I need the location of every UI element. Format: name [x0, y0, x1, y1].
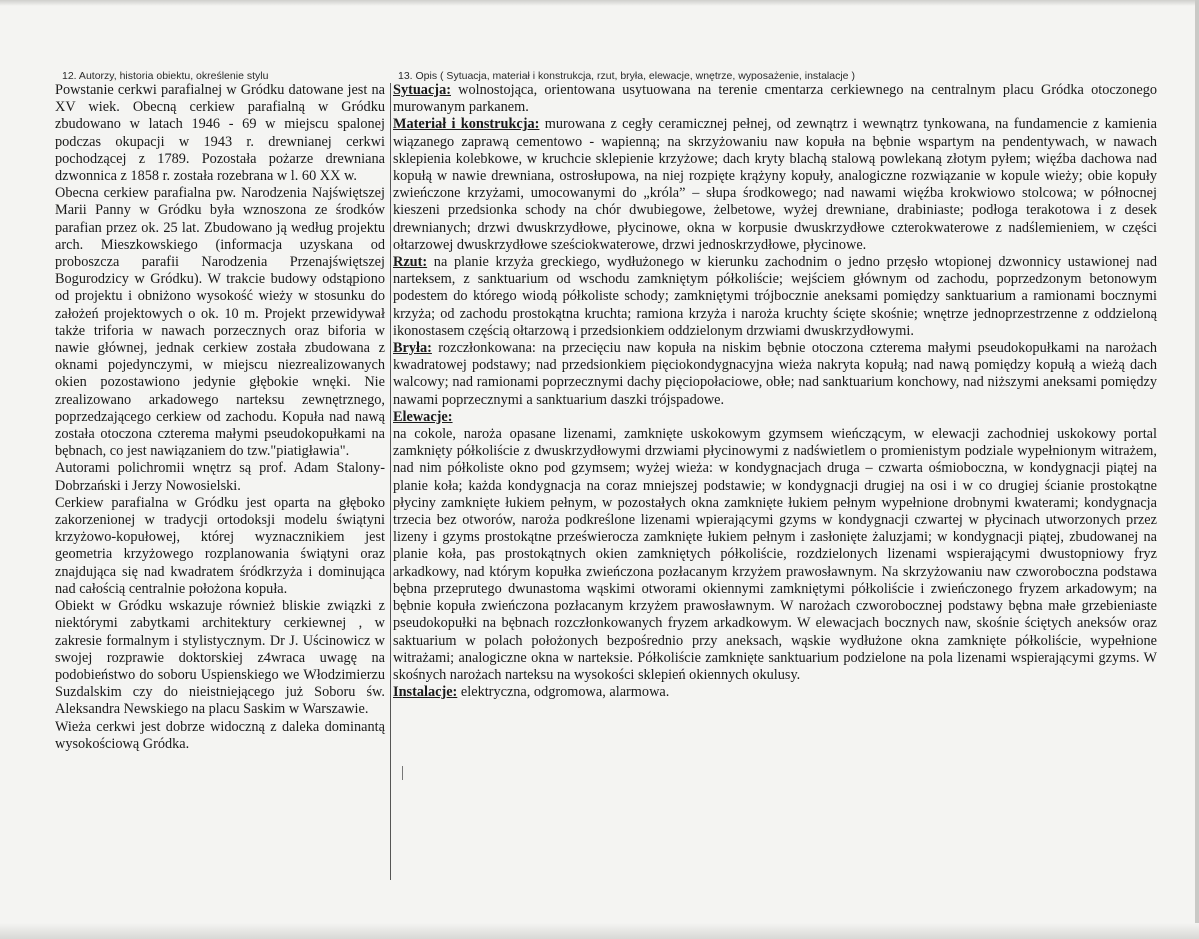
section-label: Bryła: [393, 340, 432, 357]
section-sytuacja [393, 82, 1157, 116]
section-label: Sytuacja: [393, 82, 451, 98]
section-label: Elewacje: [393, 408, 453, 425]
section-text: na planie krzyża greckiego, wydłużonego w kierunku zachodnim o jedno przęsło wtopionej dzwonnicy ustawionej nad narteksem, z sanktuarium od wschodu zamkniętym półkoliście; wejściem głównym od zachodu, poprzedzonym betonowym podestem do którego wiodą półkoliste schody; zamkniętymi trójbocznie aneksami pomiędzy sanktuarium a ramionami bocznymi krzyża; od zachodu prostokątna kruchta; ramiona krzyża i naroża kruchty ścięte skośnie; wnętrze jednoprzestrzenne z oddzieloną ikonostasem częścią ołtarzową i przedsionkiem oddzielonym drzwiami dwuskrzydłowymi. [393, 254, 1157, 339]
section-rzut [393, 254, 1157, 340]
history-paragraph: Wieża cerkwi jest dobrze widoczną z daleka dominantą wysokościową Gródka. [55, 718, 385, 752]
section-label: Instalacje: [393, 684, 458, 701]
left-column-header: 12. Autorzy, historia obiektu, określenie stylu [62, 70, 269, 82]
right-column-header: 13. Opis ( Sytuacja, materiał i konstrukcja, rzut, bryła, elewacje, wnętrze, wyposażenie, instalacje ) [398, 70, 855, 82]
section-instalacje [393, 684, 1157, 701]
section-bryla [393, 340, 1157, 409]
section-text: na cokole, naroża opasane lizenami, zamknięte uskokowym gzymsem wieńczącym, w elewacji zachodniej uskokowy portal zamknięty półkoliście z dwuskrzydłowymi drzwiami płycinowymi z nadświetlem o promienistym podziale wypełnionym witrażem, nad nim półkoliste okno pod gzymsem; wyżej wieża: w kondygnacjach druga – czwarta ośmioboczna, w kondygnacji piątej na planie koła; każda kondygnacja na coraz mniejszej podstawie; w kondygnacji drugiej na osi i w co drugiej ścianie prostokątne płyciny zamknięte łukiem pełnym, w pozostałych okna zamknięte łukiem pełnym wypełnione drobnymi kwaterami; kondygnacja trzecia bez otworów, naroża podkreślone lizenami wpierającymi gzyms w kondygnacji czwartej w płycinach utworzonych przez lizeny i gzyms prostokątne prześwierocza zamknięte łukiem pełnym i zasłonięte żaluzjami; w kondygnacji piątej, zbudowanej na planie koła, pas prostokątnych okien zamkniętych półkoliście, rozdzielonych lizenami wspierającymi dwustopniowy fryz arkadkowy, nad którym kopułka zwieńczona pozłacanym krzyżem prawosławnym. Na skrzyżowaniu naw czworoboczna podstawa bębna przeprutego dwunastoma wąskimi otworami okiennymi zamkniętymi półkoliście i zwieńczonego fryzem arkadowym; na bębnie kopuła zwieńczona pozłacanym krzyżem prawosławnym. W narożach czworobocznej podstawy bębna małe grzebieniaste pseudokopułki na bębnach rozczłonkowanych fryzem arkadkowym. W elewacjach bocznych naw, skośnie ściętych aneksów oraz saktuarium w polach położonych bezpośrednio przy aneksach, wąskie wydłużone okna zamknięte półkoliście, wypełnione witrażami; analogiczne okna w narteksie. Półkoliście zamknięte sanktuarium podzielone na pola lizenami wspierającymi gzyms. W skośnych narożach narteksu na wysokości sklepień okiennych okulusy. [393, 426, 1157, 683]
section-material [393, 116, 1157, 254]
scan-edge-right [1195, 0, 1199, 939]
history-paragraph: Obiekt w Gródku wskazuje również bliskie związki z niektórymi zabytkami architektury cerkiewnej , w zakresie formalnym i stylistycznym. Dr J. Uścinowicz w swojej rozprawie doktorskiej z4wraca uwagę na podobieństwo do soboru Uspienskiego we Włodzimierzu Suzdalskim czy do nieistniejącego już Soboru św. Aleksandra Newskiego na placu Saskim w Warszawie. [55, 598, 385, 718]
scan-edge-top [0, 0, 1199, 6]
history-paragraph: Autorami polichromii wnętrz są prof. Adam Stalony-Dobrzański i Jerzy Nowosielski. [55, 460, 385, 494]
section-text: wolnostojąca, orientowana usytuowana na terenie cmentarza cerkiewnego na centralnym placu Gródka otoczonego murowanym parkanem. [393, 82, 1157, 116]
section-text: elektryczna, odgromowa, alarmowa. [457, 684, 670, 701]
history-column [55, 82, 385, 753]
history-paragraph: Cerkiew parafialna w Gródku jest oparta na głęboko zakorzenionej w tradycji ortodoksji modelu świątyni krzyżowo-kopułowej, której wyznacznikiem jest geometria krzyżowego rozplanowania świątyni oraz znajdująca się nad kwadratem śródkrzyża i dominująca nad całością centralnie położona kopuła. [55, 494, 385, 597]
column-divider [390, 83, 391, 880]
history-paragraph: Obecna cerkiew parafialna pw. Narodzenia Najświętszej Marii Panny w Gródku była wznoszona ze środków parafian przez ok. 25 lat. Zbudowano ją według projektu arch. Mieszkowskiego (informacja uzyskana od proboszcza parafii Narodzenia Przenajświętszej Bogurodzicy w Gródku). W trakcie budowy odstąpiono od projektu i obniżono wysokość wieży w stosunku do założeń projektowych o ok. 10 m. Projekt przewidywał także triforia w nawach porzecznych oraz biforia w nawie głównej, jednak cerkiew została zbudowana z oknami pojedynczymi, w miejscu niezrealizowanych okien pozostawiono jedynie głębokie wnęki. Nie zrealizowano arkadowego narteksu zewnętrznego, poprzedzającego cerkiew od zachodu. Kopuła nad nawą została otoczona czterema małymi pseudokopułkami na bębnach, co jest nawiązaniem do tzw."piatigławia". [55, 185, 385, 460]
text-cursor-mark [402, 766, 403, 780]
scan-edge-bottom [0, 923, 1199, 939]
section-elewacje [393, 409, 1157, 684]
section-text: murowana z cegły ceramicznej pełnej, od zewnątrz i wewnątrz tynkowana, na fundamencie z kamienia wiązanego zaprawą cementowo - wapienną; na skrzyżowaniu naw kopuła na bębnie wspartym na pendentywach, w nawach sklepienia kolebkowe, w kruchcie sklepienie krzyżowe; dach kryty blachą stalową powlekaną złotym pyłem; więźba dachowa nad kopułą w nawie drewniana, ostrosłupowa, na niej rozpięte krążyny kopuły, analogiczne rozwiązanie w kopule wieży; obie kopuły zwieńczone krzyżami, umocowanymi do „króla” – słupa środkowego; nad nawami więźba krokwiowo stolcowa; w północnej kieszeni przedsionka schody na chór dwubiegowe, żelbetowe, wyżej drewniane, drabiniaste; podłoga terakotowa i z desek drewnianych; drzwi dwuskrzydłowe, płycinowe, okna w korpusie dwuskrzydłowe czterokwaterowe z nadślemieniem, w części ołtarzowej dwuskrzydłowe sześciokwaterowe, drzwi jednoskrzydłowe, płycinowe. [393, 116, 1157, 253]
section-label: Materiał i konstrukcja: [393, 116, 540, 133]
section-label: Rzut: [393, 254, 428, 271]
history-paragraph: Powstanie cerkwi parafialnej w Gródku datowane jest na XV wiek. Obecną cerkiew parafialną w Gródku zbudowano w latach 1946 - 69 w miejscu spalonej podczas okupacji w 1943 r. drewnianej cerkwi pochodzącej z 1789. Pozostała pożarze drewniana dzwonnica z 1858 r. została rozebrana w l. 60 XX w. [55, 82, 385, 185]
section-text: rozczłonkowana: na przecięciu naw kopuła na niskim bębnie otoczona czterema małymi pseudokopułkami na narożach kwadratowej podstawy; nad przedsionkiem pięciokondygnacyjna wieża nakryta kopułą; nad nawą pomiędzy kopułą a wieżą dach walcowy; nad ramionami poprzecznymi dachy pięciopołaciowe, obłe; nad sanktuarium konchowy, nad niższymi aneksami pomiędzy nawami poprzecznymi a sanktuarium daszki trójspadowe. [393, 340, 1157, 408]
description-column [393, 82, 1157, 701]
